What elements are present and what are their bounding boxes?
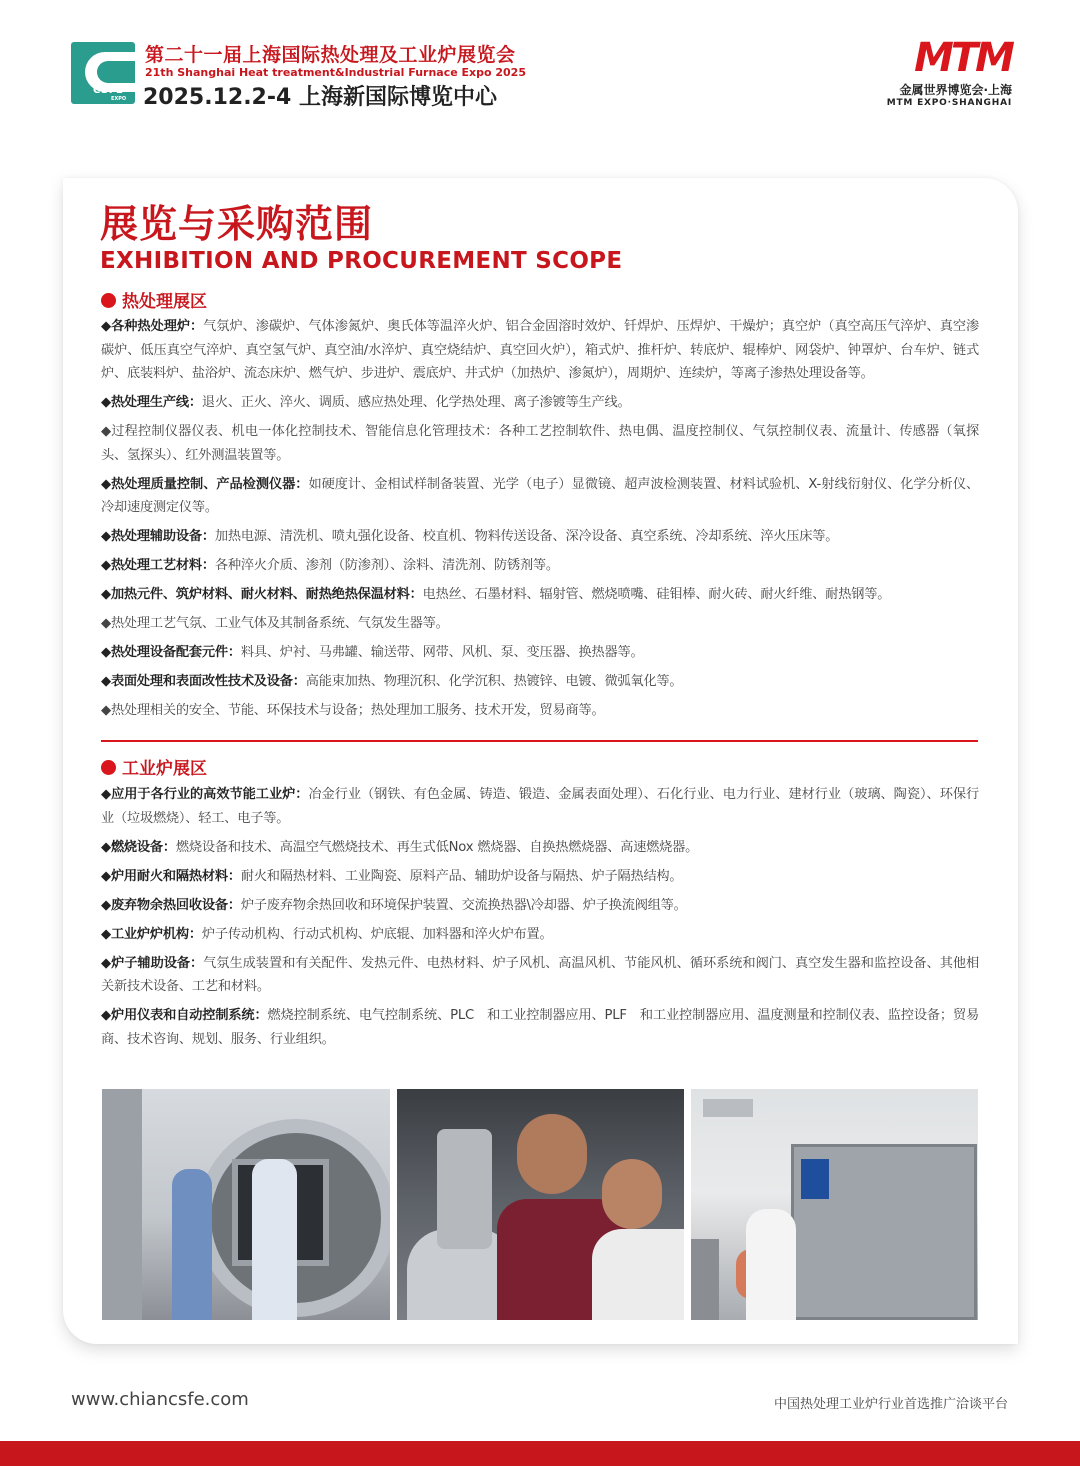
bullet-dot-icon	[101, 293, 116, 308]
list-item: ◆加热元件、筑炉材料、耐火材料、耐热绝热保温材料：电热丝、石墨材料、辐射管、燃烧喷嘴、硅钼棒、耐火砖、耐火纤维、耐热钢等。	[101, 587, 891, 602]
header	[0, 0, 1080, 130]
photo-furnace-booth	[691, 1089, 978, 1320]
mtm-logo: MTM 金属世界博览会·上海 MTM EXPO·SHANGHAI	[886, 35, 1012, 108]
heat-treatment-heading: 热处理展区	[101, 287, 207, 312]
bullet-dot-icon	[101, 760, 116, 775]
list-item: ◆热处理工艺气氛、工业气体及其制备系统、气氛发生器等。	[101, 616, 449, 631]
list-item: ◆各种热处理炉：气氛炉、渗碳炉、气体渗氮炉、奥氏体等温淬火炉、铝合金固溶时效炉、钎焊炉、压焊炉、干燥炉；真空炉（真空高压气淬炉、真空渗碳炉、低压真空气淬炉、真空氢气炉、真空油/水淬炉、真空烧结炉、真空回火炉），箱式炉、推杆炉、转底炉、辊棒炉、网袋炉、钟罩炉、台车炉、链式炉、底装料炉、盐浴炉、流态床炉、燃气炉、步进炉、震底炉、井式炉（加热炉、渗氮炉），周期炉、连续炉，等离子渗热处理设备等。	[101, 319, 979, 381]
list-item: ◆表面处理和表面改性技术及设备：高能束加热、物理沉积、化学沉积、热镀锌、电镀、微弧氧化等。	[101, 674, 683, 689]
list-item: ◆工业炉炉机构：炉子传动机构、行动式机构、炉底辊、加料器和淬火炉布置。	[101, 926, 553, 942]
footer-slogan: 中国热处理工业炉行业首选推广洽谈平台	[773, 1397, 1008, 1412]
list-item: ◆热处理辅助设备：加热电源、清洗机、喷丸强化设备、校直机、物料传送设备、深冷设备、真空系统、冷却系统、淬火压床等。	[101, 529, 839, 544]
furnace-heading: 工业炉展区	[101, 754, 207, 779]
list-item: ◆热处理质量控制、产品检测仪器：如硬度计、金相试样制备装置、光学（电子）显微镜、超声波检测装置、材料试验机、X-射线衍射仪、化学分析仪、冷却速度测定仪等。	[101, 476, 979, 515]
furnace-list	[101, 783, 979, 1057]
page-title-cn: 展览与采购范围	[100, 201, 374, 246]
list-item: ◆燃烧设备：燃烧设备和技术、高温空气燃烧技术、再生式低Nox 燃烧器、自换热燃烧器、高速燃烧器。	[101, 839, 699, 855]
list-item: ◆炉子辅助设备：气氛生成装置和有关配件、发热元件、电热材料、炉子风机、高温风机、节能风机、循环系统和阀门、真空发生器和监控设备、其他相关新技术设备、工艺和材料。	[101, 955, 979, 994]
website-url[interactable]: www.chiancsfe.com	[71, 1389, 249, 1410]
photo-vacuum-furnace	[102, 1089, 390, 1320]
page-title-en: EXHIBITION AND PROCUREMENT SCOPE	[100, 248, 623, 274]
bottom-bar	[0, 1441, 1080, 1466]
expo-title-en: 21th Shanghai Heat treatment&Industrial Furnace Expo 2025	[145, 66, 526, 79]
list-item: ◆应用于各行业的高效节能工业炉：冶金行业（钢铁、有色金属、铸造、锻造、金属表面处理）、石化行业、电力行业、建材行业（玻璃、陶瓷）、环保行业（垃圾燃烧）、轻工、电子等。	[101, 787, 979, 826]
list-item: ◆热处理工艺材料：各种淬火介质、渗剂（防渗剂）、涂料、清洗剂、防锈剂等。	[101, 558, 559, 573]
csfe-logo: CSFE EXPO	[71, 42, 135, 104]
expo-title-cn: 第二十一届上海国际热处理及工业炉展览会	[145, 44, 516, 66]
list-item: ◆过程控制仪器仪表、机电一体化控制技术、智能信息化管理技术：各种工艺控制软件、热电偶、温度控制仪、气氛控制仪表、流量计、传感器（氧探头、氢探头）、红外测温装置等。	[101, 424, 979, 463]
list-item: ◆热处理相关的安全、节能、环保技术与设备；热处理加工服务、技术开发，贸易商等。	[101, 703, 605, 718]
list-item: ◆热处理设备配套元件：料具、炉衬、马弗罐、输送带、网带、风机、泵、变压器、换热器等。	[101, 645, 644, 660]
heat-treatment-list	[101, 315, 979, 728]
list-item: ◆热处理生产线：退火、正火、淬火、调质、感应热处理、化学热处理、离子渗镀等生产线。	[101, 395, 631, 410]
list-item: ◆废弃物余热回收设备：炉子废弃物余热回收和环境保护装置、交流换热器\冷却器、炉子换流阀组等。	[101, 897, 687, 913]
list-item: ◆炉用仪表和自动控制系统：燃烧控制系统、电气控制系统、PLC 和工业控制器应用、PLF 和工业控制器应用、温度测量和控制仪表、监控设备；贸易商、技术咨询、规划、服务、行业组织。	[101, 1008, 979, 1047]
photo-visitors	[397, 1089, 684, 1320]
expo-date-venue: 2025.12.2-4 上海新国际博览中心	[143, 85, 497, 110]
list-item: ◆炉用耐火和隔热材料：耐火和隔热材料、工业陶瓷、原料产品、辅助炉设备与隔热、炉子隔热结构。	[101, 868, 683, 884]
section-divider	[101, 740, 978, 742]
